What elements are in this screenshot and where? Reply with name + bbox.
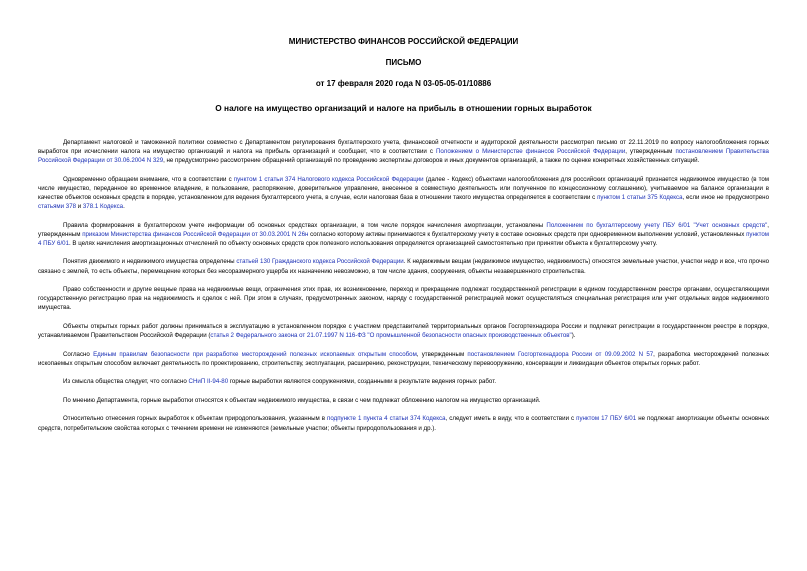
link-safety-rules[interactable]: Единым правилам безопасности при разработке месторождений полезных ископаемых открытым способом [93,350,417,358]
document-type: ПИСЬМО [385,58,422,67]
link-snip[interactable]: СНиП II-94-80 [188,378,229,386]
paragraph-8 [38,377,769,386]
link-pbu-p17[interactable]: пунктом 17 ПБУ 6/01 [576,415,637,423]
paragraph-1 [38,138,769,165]
link-nk-374-4[interactable]: подпункте 1 пункта 4 статьи 374 Кодекса [327,415,446,423]
text: . [123,203,125,211]
paragraph-2 [38,175,769,211]
text: Объекты открытых горных работ должны приниматься в эксплуатацию в установленном порядке с участием представителей территориальных органов Госгортехнадзора России и подлежат регистрации в государственном реестре в порядке, устанавливаемом Правительством Российской Федерации ( [38,322,769,339]
link-postanovlenie-57[interactable]: постановлением Госгортехнадзора России от 09.09.2002 N 57 [467,350,654,358]
link-nk-378[interactable]: статьями 378 [38,203,77,211]
link-postanovlenie-329[interactable]: постановлением Правительства Российской Федерации от 30.06.2004 N 329 [38,148,769,165]
paragraph-4 [38,257,769,275]
link-nk-378-1[interactable]: 378.1 Кодекса [82,203,124,211]
text: Согласно [63,350,94,358]
text: не подлежат амортизации объекты основных средств, потребительские свойства которых с течением времени не изменяются (земельные участки; объекты природопользования и др.). [38,415,770,432]
text: и [76,203,83,211]
paragraph-3 [38,221,769,248]
paragraph-9 [38,396,769,405]
link-nk-374[interactable]: пунктом 1 статьи 374 Налогового кодекса Российской Федерации [233,175,424,183]
text: , следует иметь в виду, что в соответствии с [445,415,577,423]
text: , не предусмотрено рассмотрение обращений организаций по проведению экспертизы договоров и иных документов организаций, а также по оценке конкретных хозяйственных ситуаций. [163,157,700,165]
text: . В целях начисления амортизационных отчислений по объекту основных средств срок полезного использования определяется организацией самостоятельно при принятии объекта к бухгалтерскому учету. [68,239,658,247]
paragraph-6 [38,322,769,340]
link-pbu-p4[interactable]: пунктом 4 ПБУ 6/01 [38,230,770,247]
text: Департамент налоговой и таможенной политики совместно с Департаментом регулирования бухгалтерского учета, финансовой отчетности и аудиторской деятельности рассмотрел письмо от 22.11.2019 по вопросу налогообложения горных выработок при исчислении налога на имущество организаций и налога на прибыль организаций и сообщает, что в соответствии с [38,139,769,156]
link-gk-130[interactable]: статьей 130 Гражданского кодекса Российской Федерации [236,258,404,266]
text: Относительно отнесения горных выработок к объектам природопользования, указанным в [63,415,328,423]
link-nk-375[interactable]: пунктом 1 статьи 375 Кодекса [597,193,683,201]
ministry-heading: МИНИСТЕРСТВО ФИНАНСОВ РОССИЙСКОЙ ФЕДЕРАЦИИ [288,37,519,46]
link-prikaz-26n[interactable]: приказом Министерства финансов Российской Федерации от 30.03.2001 N 26н [82,230,309,238]
paragraph-10 [38,414,769,432]
document-title: О налоге на имущество организаций и налоге на прибыль в отношении горных выработок [215,103,592,113]
text: Из смысла общества следует, что согласно [63,378,189,386]
paragraph-7 [38,350,769,368]
text: (далее - Кодекс) объектами налогообложения для российских организаций признается недвижимое имущество (в том числе имущество, переданное во временное владение, в пользование, распоряжение, доверительное управление, внесенное в совместную деятельность или полученное по концессионному соглашению), учитываемое на балансе организации в качестве объектов основных средств в порядке, установленном для ведения бухгалтерского учета, в случае, если налоговая база в отношении такого имущества определяется в соответствии с [38,175,769,201]
text: По мнению Департамента, горные выработки относятся к объектам недвижимого имущества, в связи с чем подлежат обложению налогом на имущество организаций. [63,396,541,404]
text: Право собственности и другие вещные права на недвижимые вещи, ограничения этих прав, их возникновение, переход и прекращение подлежат государственной регистрации в едином государственном реестре органами, осуществляющими государственную регистрацию прав на недвижимость и сделок с ней. При этом в случаях, предусмотренных законом, наряду с государственной регистрацией может осуществляться специальная регистрация или учет отдельных видов недвижимого имущества. [38,286,769,312]
text: Одновременно обращаем внимание, что в соответствии с [63,175,234,183]
text: горные выработки являются сооружениями, созданными в результате ведения горных работ. [228,378,497,386]
text: . К недвижимым вещам (недвижимое имущество, недвижимость) относятся земельные участки, участки недр и все, что прочно связано с землей, то есть объекты, перемещение которых без несоразмерного ущерба их назначению невозможно, в том числе здания, сооружения, объекты незавершенного строительства. [38,258,770,275]
text: , если иное не предусмотрено [682,193,769,201]
text: согласно которому активы принимаются к бухгалтерскому учету в составе основных средств при одновременном выполнении условий, установленных [308,230,747,238]
document-date-number: от 17 февраля 2020 года N 03-05-05-01/10886 [315,79,492,88]
link-fz-116[interactable]: статья 2 Федерального закона от 21.07.1997 N 116-ФЗ "О промышленной безопасности опасных производственных объектов" [210,332,572,339]
paragraph-5 [38,285,769,312]
text: , утвержденным [625,148,676,156]
link-pbu-6-01[interactable]: Положением по бухгалтерскому учету ПБУ 6/01 "Учет основных средств" [546,221,768,229]
text: Правила формирования в бухгалтерском учете информации об основных средствах организации, в том числе порядок начисления амортизации, установлены [63,221,547,229]
text: , утвержденным [38,221,769,238]
text: , утвержденным [416,350,468,358]
text: ). [571,332,576,339]
text: , разработка месторождений полезных ископаемых открытым способом включает деятельность по проектированию, строительству, эксплуатации, расширению, реконструкции, техническому перевооружению, консервации и ликвидации объектов открытых горных работ. [38,350,769,367]
link-polozhenie-minfin[interactable]: Положением о Министерстве финансов Российской Федерации [435,148,626,156]
text: Понятия движимого и недвижимого имущества определены [63,258,237,266]
